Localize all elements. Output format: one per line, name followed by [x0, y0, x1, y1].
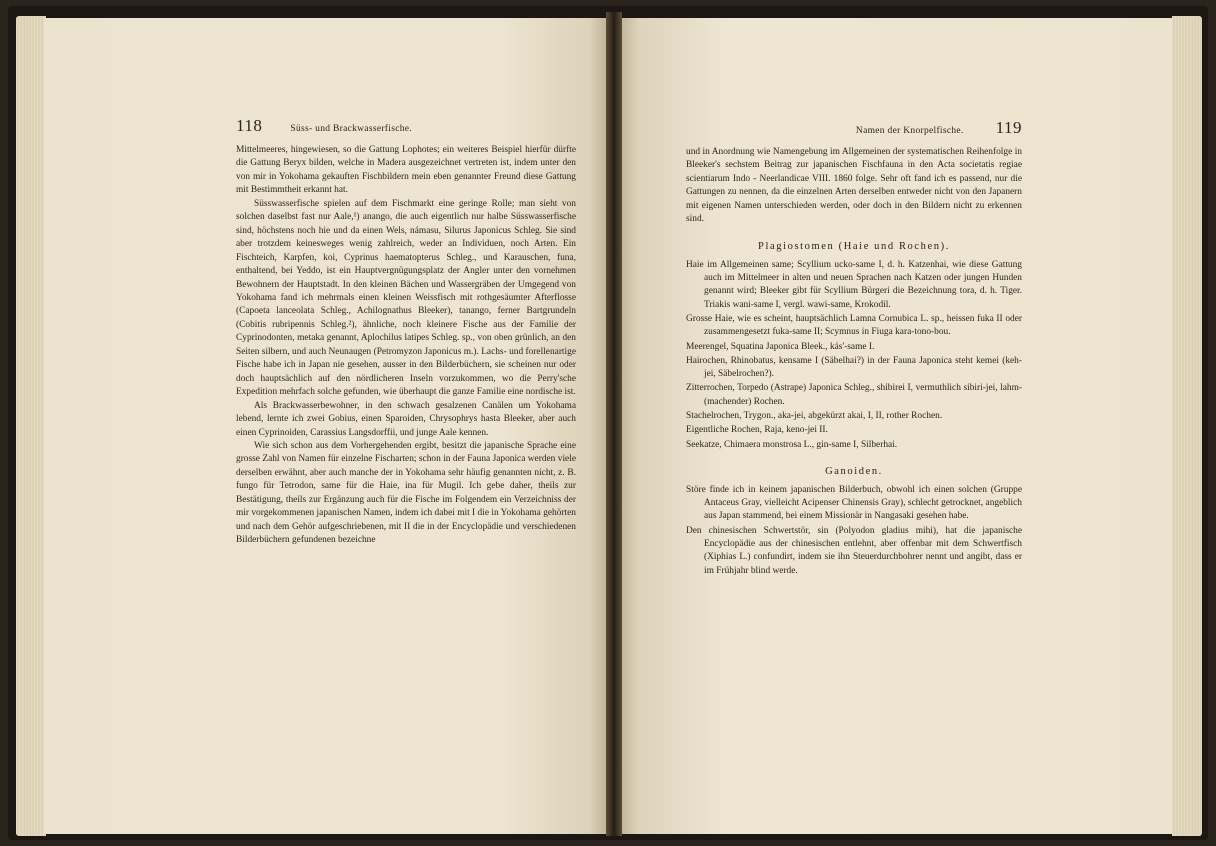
- page-edges-left: [16, 16, 46, 836]
- left-body-text: [236, 144, 576, 548]
- header-title-right: Namen der Knorpelfische.: [855, 126, 964, 136]
- header-title-left: Süss- und Brackwasserfische.: [290, 124, 412, 134]
- right-body-text: [686, 146, 1022, 227]
- list-item: Hairochen, Rhinobatus, kensame I (Säbelhai?) in der Fauna Japonica steht kemei (keh-jei, Säbelrochen?).: [686, 355, 1022, 380]
- right-page: [616, 18, 1172, 834]
- book-gutter: [606, 12, 622, 836]
- plagiostomen-entries: [686, 259, 1022, 452]
- section-heading-ganoiden: Ganoiden.: [825, 465, 883, 477]
- list-item: Grosse Haie, wie es scheint, hauptsächlich Lamna Cornubica L. sp., heissen fuka II oder zusammengesetzt fuka-same II; Scymnus in Fiuga kara-tono-bou.: [686, 313, 1022, 338]
- left-page: [44, 18, 612, 834]
- list-item: Haie im Allgemeinen same; Scyllium ucko-same I, d. h. Katzenhai, wie diese Gattung auch im Mittelmeer in alten und neuen Sprachen nach Katzen oder jungen Hunden genannt wird; Bleeker gibt für Scyllium Bürgeri die Bezeichnung tora, d. h. Tiger. Triakis wani-same I, vergl. wawi-same, Krokodil.: [686, 259, 1022, 310]
- list-item: Stachelrochen, Trygon., aka-jei, abgekürzt akai, I, II, rother Rochen.: [686, 410, 943, 421]
- list-item: Zitterrochen, Torpedo (Astrape) Japonica Schleg., shibirei I, vermuthlich sibiri-jei, lahm- (machender) Rochen.: [686, 383, 1022, 407]
- list-item: Den chinesischen Schwertstör, sin (Polyodon gladius mihi), hat die japanische Encyclopädie aus der chinesischen entlehnt, aber offenbar mit dem Schwertfisch (Xiphias L.) confundirt, indem sie ihn Steuerdurchbohrer nennt und angibt, dass er im Frühjahr blind werde.: [686, 525, 1022, 576]
- list-item: Meerengel, Squatina Japonica Bleek., kás'-same I.: [686, 341, 875, 352]
- paragraph: Süsswasserfische spielen auf dem Fischmarkt eine geringe Rolle; man sieht von solchen daselbst fast nur Aale,¹) anango, die auch eigentlich nur halbe Süsswasserfische sind, höchstens noch hie und da einen Wels, námasu, Silurus Japonicus Schleg. Sie sind aber trotzdem keinesweges wenig zahlreich, weder an Individuen, noch Arten. Ein Fischteich, Karpfen, koi, Cyprinus haematopterus Schleg., und Karauschen, funa, enthaltend, bei Yeddo, ist ein Hauptvergnügungsplatz der Angler unter den vornehmen Bewohnern der Hauptstadt. In den kleinen Bächen und Wassergräben der Umgegend von Yokohama fand ich mehrmals einen kleinen Weissfisch mit rothgesäumter Afterflosse (Capoeta lanceolata Schleg., Achilognathus Bleeker), tanango, ferner Bartgrundeln (Cobitis rubripennis Schleg.²), ähnliche, noch kleinere Fische aus der Familie der Cyprinodonten, metaka genannt, Aplochilus latipes Schleg. sp., von oben grünlich, an den Seiten silbern, und auch Neunaugen (Petromyzon Japonicus m.). Lachs- und forellenartige Fische habe ich in Japan nie gesehen, ausser in den Bilderbüchern, sie scheinen nur oder doch hauptsächlich auf den nördlicheren Inseln vorzukommen, wo die Perry'sche Expedition mehrfach solche gefunden, wie überhaupt die ganze Familie eine nordische ist.: [236, 198, 576, 398]
- paragraph: Mittelmeeres, hingewiesen, so die Gattung Lophotes; ein weiteres Beispiel hierfür dürfte die Gattung Beryx bilden, welche in Madera ausgezeichnet vertreten ist, indem unter den von mir in Yokohama gekauften Fischbildern mein eben genannter Freund diese Gattung mit Bestimmtheit erkannt hat.: [236, 145, 576, 196]
- ganoiden-entries: [686, 484, 1022, 578]
- page-number-right: 119: [995, 118, 1022, 137]
- open-book: [8, 6, 1208, 840]
- right-running-head: [686, 118, 1022, 138]
- list-item: Störe finde ich in keinem japanischen Bilderbuch, obwohl ich einen solchen (Gruppe Antaceus Gray, vielleicht Acipenser Chinensis Gray), schlecht getrocknet, angeblich aus Japan stammend, bei einem Missionär in Nangasaki gesehen habe.: [686, 484, 1022, 522]
- page-edges-right: [1172, 16, 1202, 836]
- list-item: Eigentliche Rochen, Raja, keno-jei II.: [686, 425, 828, 436]
- paragraph: Als Brackwasserbewohner, in den schwach gesalzenen Canälen um Yokohama lebend, lernte ich zwei Gobius, einen Sparoiden, Chrysophrys hasta Bleeker, aber auch einen Cyprinoiden, Carassius Langsdorffii, und junge Aale kennen.: [236, 400, 576, 438]
- intro-paragraph: und in Anordnung wie Namengebung im Allgemeinen der systematischen Reihenfolge in Bleeker's sechstem Beitrag zur japanischen Fischfauna in den Acta societatis regiae scientiarum Indo - Neerlandicae VIII. 1860 folge. Sehr oft fand ich es passend, nur die Gattungen zu nennen, da die einzelnen Arten derselben entweder nicht von den Japanern mit eigenen Namen unterschieden werden, oder doch in den Bildern nicht zu erkennen sind.: [686, 147, 1022, 225]
- page-number-left: 118: [236, 116, 263, 135]
- left-running-head: [236, 116, 576, 136]
- paragraph: Wie sich schon aus dem Vorhergehenden ergibt, besitzt die japanische Sprache eine grosse Zahl von Namen für einzelne Fischarten; schon in der Fauna Japonica werden viele derselben erwähnt, aber auch manche der in Yokohama sehr häufig genannten nicht, z. B. fungo für Tetrodon, same für die Haie, ina für Mugil. Ich gebe daher, theils zur Bestätigung, theils zur Ergänzung auch für die Fische im Folgendem ein Verzeichniss der mir vorgekommenen japanischen Namen, indem ich dabei mit I die in Yokohama gehörten und nach dem Gehör aufgeschriebenen, mit II die in der Encyclopädie und verschiedenen Bilderbüchern gefundenen bezeichne: [236, 440, 576, 546]
- list-item: Seekatze, Chimaera monstrosa L., gin-same I, Silberhai.: [686, 439, 898, 450]
- section-heading-plagiostomen: Plagiostomen (Haie und Rochen).: [758, 240, 950, 252]
